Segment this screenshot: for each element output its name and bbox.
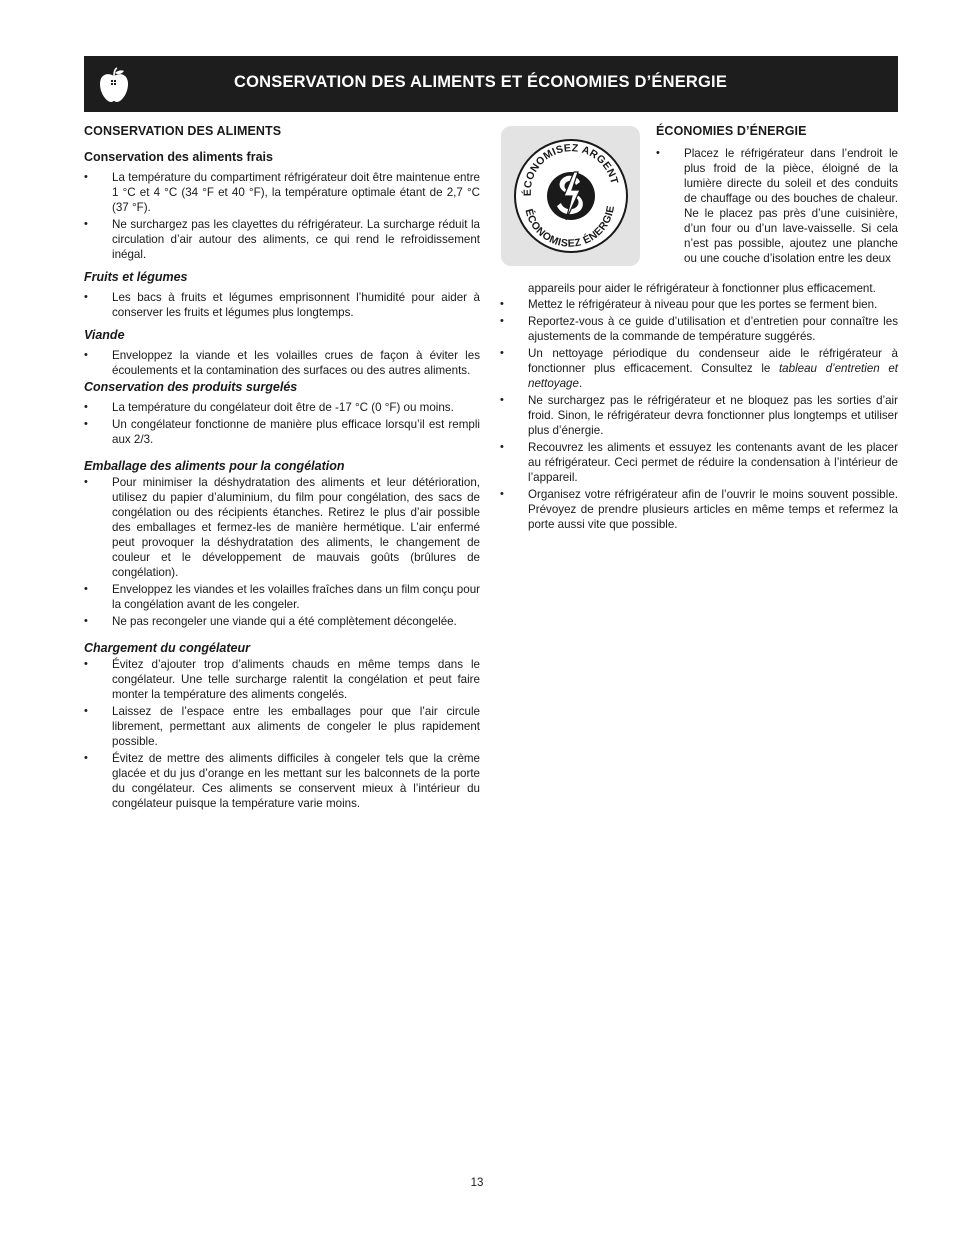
fresh-food-list bbox=[84, 170, 480, 262]
list-item: • Reportez-vous à ce guide d’utilisation et d’entretien pour connaître les ajustements de la commande de température suggérés. bbox=[500, 314, 898, 344]
page-number: 13 bbox=[470, 1177, 484, 1189]
list-item bbox=[500, 346, 898, 391]
fruits-list bbox=[84, 290, 480, 320]
list-item: • Enveloppez les viandes et les volailles fraîches dans un film conçu pour la congélation avant de les congeler. bbox=[84, 582, 480, 612]
condenser-text: Un nettoyage périodique du condenseur aide le réfrigérateur à fonctionner plus efficacement. Consultez le bbox=[528, 347, 898, 375]
page-title: CONSERVATION DES ALIMENTS ET ÉCONOMIES D’ÉNERGIE bbox=[234, 73, 728, 91]
energy-first-list bbox=[656, 146, 898, 266]
list-item: • Mettez le réfrigérateur à niveau pour que les portes se ferment bien. bbox=[500, 297, 898, 312]
section-header-banner bbox=[84, 56, 898, 112]
energy-savings-heading: ÉCONOMIES D’ÉNERGIE bbox=[656, 124, 807, 138]
list-item: • Un congélateur fonctionne de manière plus efficace lorsqu’il est rempli aux 2/3. bbox=[84, 417, 480, 447]
food-storage-heading: CONSERVATION DES ALIMENTS bbox=[84, 124, 282, 138]
list-item: • La température du compartiment réfrigérateur doit être maintenue entre 1 °C et 4 °C (34 °F et 40 °F), la température optimale étant de 2,7 °C (37 °F). bbox=[84, 170, 480, 215]
badge-top-text: ÉCONOMISEZ ARGENT bbox=[521, 142, 621, 197]
loading-list bbox=[84, 657, 480, 811]
maintenance-table-reference: tableau d’entretien et nettoyage bbox=[528, 362, 898, 390]
meat-list bbox=[84, 348, 480, 378]
list-item: • Ne pas recongeler une viande qui a été complètement décongelée. bbox=[84, 614, 480, 629]
list-item: • Évitez d’ajouter trop d’aliments chauds en même temps dans le congélateur. Une telle surcharge ralentit la congélation et peut faire monter la température des aliments congelés. bbox=[84, 657, 480, 702]
dollar-lightning-icon bbox=[547, 172, 595, 220]
fruits-heading: Fruits et légumes bbox=[84, 270, 188, 284]
list-item: • Évitez de mettre des aliments difficiles à congeler tels que la crème glacée et du jus d’orange en les mettant sur les balconnets de la porte du congélateur. Ces aliments se conservent mieux à l’intérieur du congélateur puisque la température varie moins. bbox=[84, 751, 480, 811]
list-item: • Ne surchargez pas le réfrigérateur et ne bloquez pas les sorties d’air froid. Sinon, le réfrigérateur devra fonctionner plus longtemps et utiliser plus d’énergie. bbox=[500, 393, 898, 438]
loading-heading: Chargement du congélateur bbox=[84, 641, 250, 655]
list-item: • Ne surchargez pas les clayettes du réfrigérateur. La surcharge réduit la circulation d’air autour des aliments, ce qui rend le refroidissement inégal. bbox=[84, 217, 480, 262]
list-item: • La température du congélateur doit être de -17 °C (0 °F) ou moins. bbox=[84, 400, 480, 415]
list-item: • Placez le réfrigérateur dans l’endroit le plus froid de la pièce, éloigné de la lumière directe du soleil et des conduits de chauffage ou des bouches de chaleur. Ne le placez pas près d’une cuisinière, d’un four ou d’un lave-vaisselle. Si cela n’est pas possible, ajoutez une planche ou une couche d’isolation entre les deux bbox=[656, 146, 898, 266]
energy-list bbox=[500, 297, 898, 532]
wrapping-heading: Emballage des aliments pour la congélation bbox=[84, 459, 345, 473]
energy-savings-badge bbox=[501, 126, 640, 266]
wrapping-list bbox=[84, 475, 480, 629]
list-item: • Les bacs à fruits et légumes emprisonnent l’humidité pour aider à conserver les fruits et légumes plus longtemps. bbox=[84, 290, 480, 320]
condenser-end: . bbox=[578, 377, 583, 390]
list-item: • Enveloppez la viande et les volailles crues de façon à éviter les écoulements et la contamination des surfaces ou des autres aliments. bbox=[84, 348, 480, 378]
energy-savings-column bbox=[656, 124, 898, 268]
fresh-food-heading: Conservation des aliments frais bbox=[84, 150, 273, 164]
badge-bottom-text: ÉCONOMISEZ ÉNERGIE bbox=[522, 204, 618, 250]
list-item: • Recouvrez les aliments et essuyez les contenants avant de les placer au réfrigérateur. Ceci permet de réduire la condensation à l’intérieur de l’appareil. bbox=[500, 440, 898, 485]
meat-heading: Viande bbox=[84, 328, 125, 342]
frozen-list bbox=[84, 400, 480, 447]
list-item: • Organisez votre réfrigérateur afin de l’ouvrir le moins souvent possible. Prévoyez de prendre plusieurs articles en même temps et refermez la porte aussi vite que possible. bbox=[500, 487, 898, 532]
food-storage-column bbox=[84, 124, 480, 813]
list-item: • Laissez de l’espace entre les emballages pour que l’air circule librement, permettant aux aliments de congeler le plus rapidement possible. bbox=[84, 704, 480, 749]
list-item-continuation: appareils pour aider le réfrigérateur à fonctionner plus efficacement. bbox=[528, 282, 876, 295]
save-money-energy-seal-icon bbox=[501, 126, 640, 266]
frozen-heading: Conservation des produits surgelés bbox=[84, 380, 298, 394]
apple-icon bbox=[98, 67, 130, 103]
energy-savings-continued bbox=[500, 281, 898, 534]
list-item: • Pour minimiser la déshydratation des aliments et leur détérioration, utilisez du papier d’aluminium, du film pour congélation, des sacs de congélation ou des récipients étanches. Retirez le plus d’air possible des emballages et fermez-les de manière hermétique. L’air enfermé peut provoquer la déshydratation des aliments, le changement de couleur et le développement de mauvais goûts (brûlures de congélation). bbox=[84, 475, 480, 580]
